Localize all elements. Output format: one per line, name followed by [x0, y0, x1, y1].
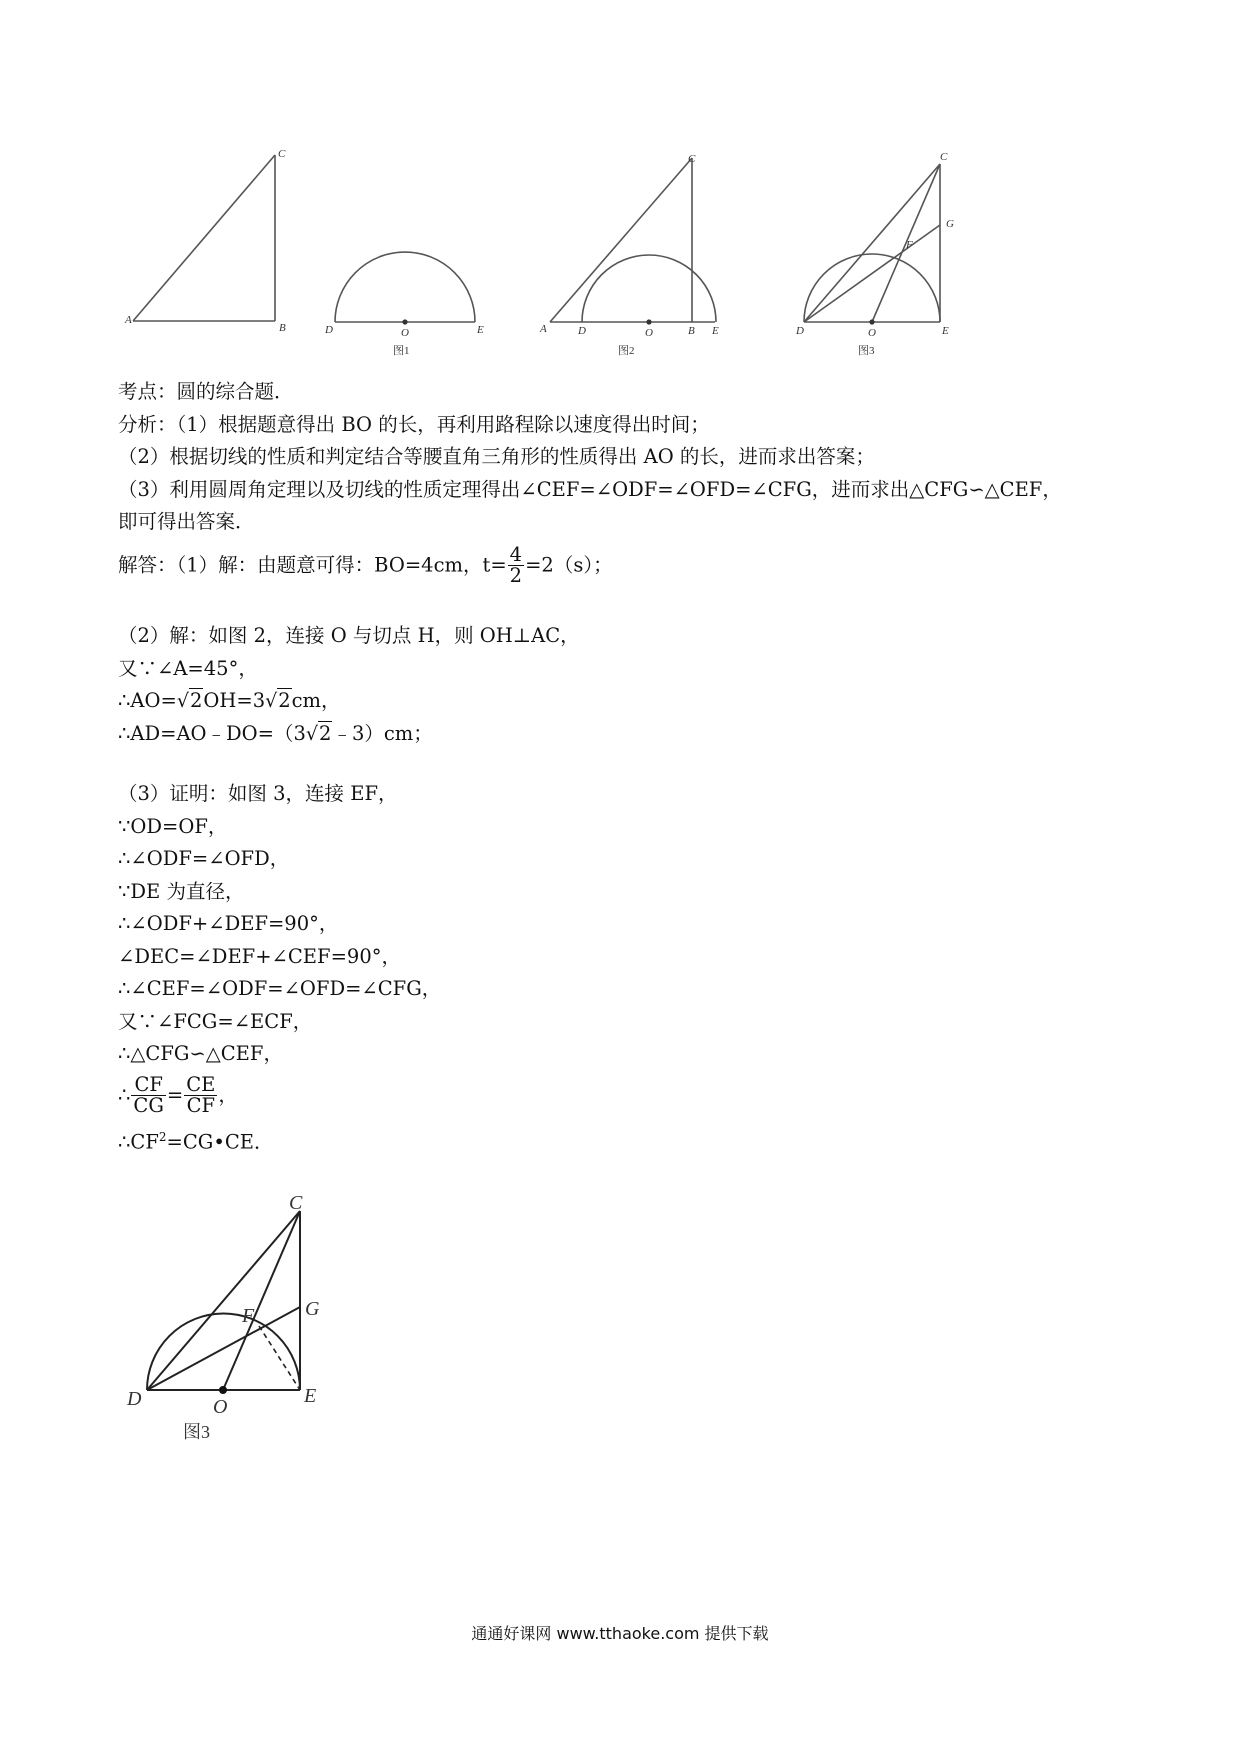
sqrt-2: √2	[265, 689, 291, 713]
label-C: C	[278, 148, 286, 160]
answer-part-2-line-1: （2）解：如图 2，连接 O 与切点 H，则 OH⊥AC，	[118, 624, 580, 648]
analysis-line-2: （2）根据切线的性质和判定结合等腰直角三角形的性质得出 AO 的长，进而求出答案；	[118, 445, 875, 468]
label-C: C	[940, 151, 948, 163]
label-C: C	[289, 1192, 303, 1214]
page-footer: 通通好课网 www.tthaoke.com 提供下载	[471, 1624, 769, 1643]
label-D: D	[325, 324, 333, 336]
analysis-line-1: 分析：（1）根据题意得出 BO 的长，再利用路程除以速度得出时间；	[118, 412, 710, 436]
label-C: C	[688, 153, 696, 165]
answer-part-2-line-4: ∴AD=AO﹣DO=（3√2﹣3）cm；	[118, 718, 1128, 751]
figure-1-triangle	[115, 145, 295, 334]
answer-part-3-line-4: ∵DE 为直径，	[118, 879, 245, 903]
caption-fig1: 图1	[393, 345, 410, 357]
fraction-ce-cf: $\frac{CE}{CF}$	[186, 1072, 216, 1118]
solution-text	[118, 376, 1128, 1159]
answer-part-1: 解答：（1）解：由题意可得：BO=4cm，t= $\frac{4}{2}$ =2（s）；	[118, 542, 613, 587]
caption-fig3: 图3	[858, 345, 875, 357]
analysis-line-3: （3）利用圆周角定理以及切线的性质定理得出∠CEF=∠ODF=∠OFD=∠CFG，进而求出△CFG∽△CEF，	[118, 477, 1062, 501]
answer-part-3-line-2: ∵OD=OF，	[118, 814, 228, 838]
fraction-t: $\frac{4}{2}$	[509, 542, 523, 587]
label-F: F	[242, 1305, 255, 1327]
label-G: G	[946, 218, 954, 230]
label-O: O	[645, 327, 653, 339]
label-A: A	[125, 314, 132, 326]
answer-part-3-line-9: ∴△CFG∽△CEF，	[118, 1042, 283, 1066]
answer-part-3-line-6: ∠DEC=∠DEF+∠CEF=90°，	[118, 944, 401, 968]
label-E: E	[942, 325, 949, 337]
answer-part-2-line-3: ∴AO=√2OH=3√2cm，	[118, 685, 1128, 718]
label-B: B	[688, 325, 695, 337]
caption-fig2: 图2	[618, 345, 635, 357]
answer-part-3-line-8: 又∵∠FCG=∠ECF，	[118, 1009, 313, 1033]
sqrt-2: √2	[176, 689, 203, 713]
label-D: D	[796, 325, 804, 337]
answer-part-2-line-2: 又∵∠A=45°，	[118, 656, 258, 680]
analysis-line-4: 即可得出答案．	[118, 510, 255, 533]
label-B: B	[279, 322, 286, 334]
figure-1-semicircle	[325, 230, 505, 360]
label-E: E	[304, 1385, 317, 1407]
label-E: E	[477, 324, 484, 336]
topic-line: 考点：圆的综合题．	[118, 380, 294, 403]
label-D: D	[127, 1388, 142, 1410]
answer-part-3-line-5: ∴∠ODF+∠DEF=90°，	[118, 912, 339, 936]
label-O: O	[213, 1396, 228, 1418]
figure-3-large	[115, 1192, 345, 1445]
answer-part-3-line-3: ∴∠ODF=∠OFD，	[118, 847, 290, 871]
label-E: E	[712, 325, 719, 337]
figure-2	[540, 150, 730, 360]
label-O: O	[868, 327, 876, 339]
sqrt-2: √2	[305, 721, 332, 745]
label-G: G	[305, 1298, 320, 1320]
answer-part-3-line-7: ∴∠CEF=∠ODF=∠OFD=∠CFG，	[118, 977, 442, 1001]
fraction-cf-cg: $\frac{CF}{CG}$	[133, 1072, 164, 1118]
label-F: F	[906, 239, 913, 251]
label-D: D	[578, 325, 586, 337]
answer-part-3-conclusion: $\therefore CF^2=CG•CE$．	[118, 1129, 274, 1154]
answer-part-3-line-1: （3）证明：如图 3，连接 EF，	[118, 782, 398, 806]
answer-part-3-ratio: ∴ $\frac{CF}{CG}$ = $\frac{CE}{CF}$ ，	[118, 1072, 238, 1118]
label-A: A	[540, 323, 547, 335]
figure-3-small	[790, 150, 980, 360]
caption-fig3: 图3	[183, 1422, 210, 1442]
label-O: O	[401, 327, 409, 339]
